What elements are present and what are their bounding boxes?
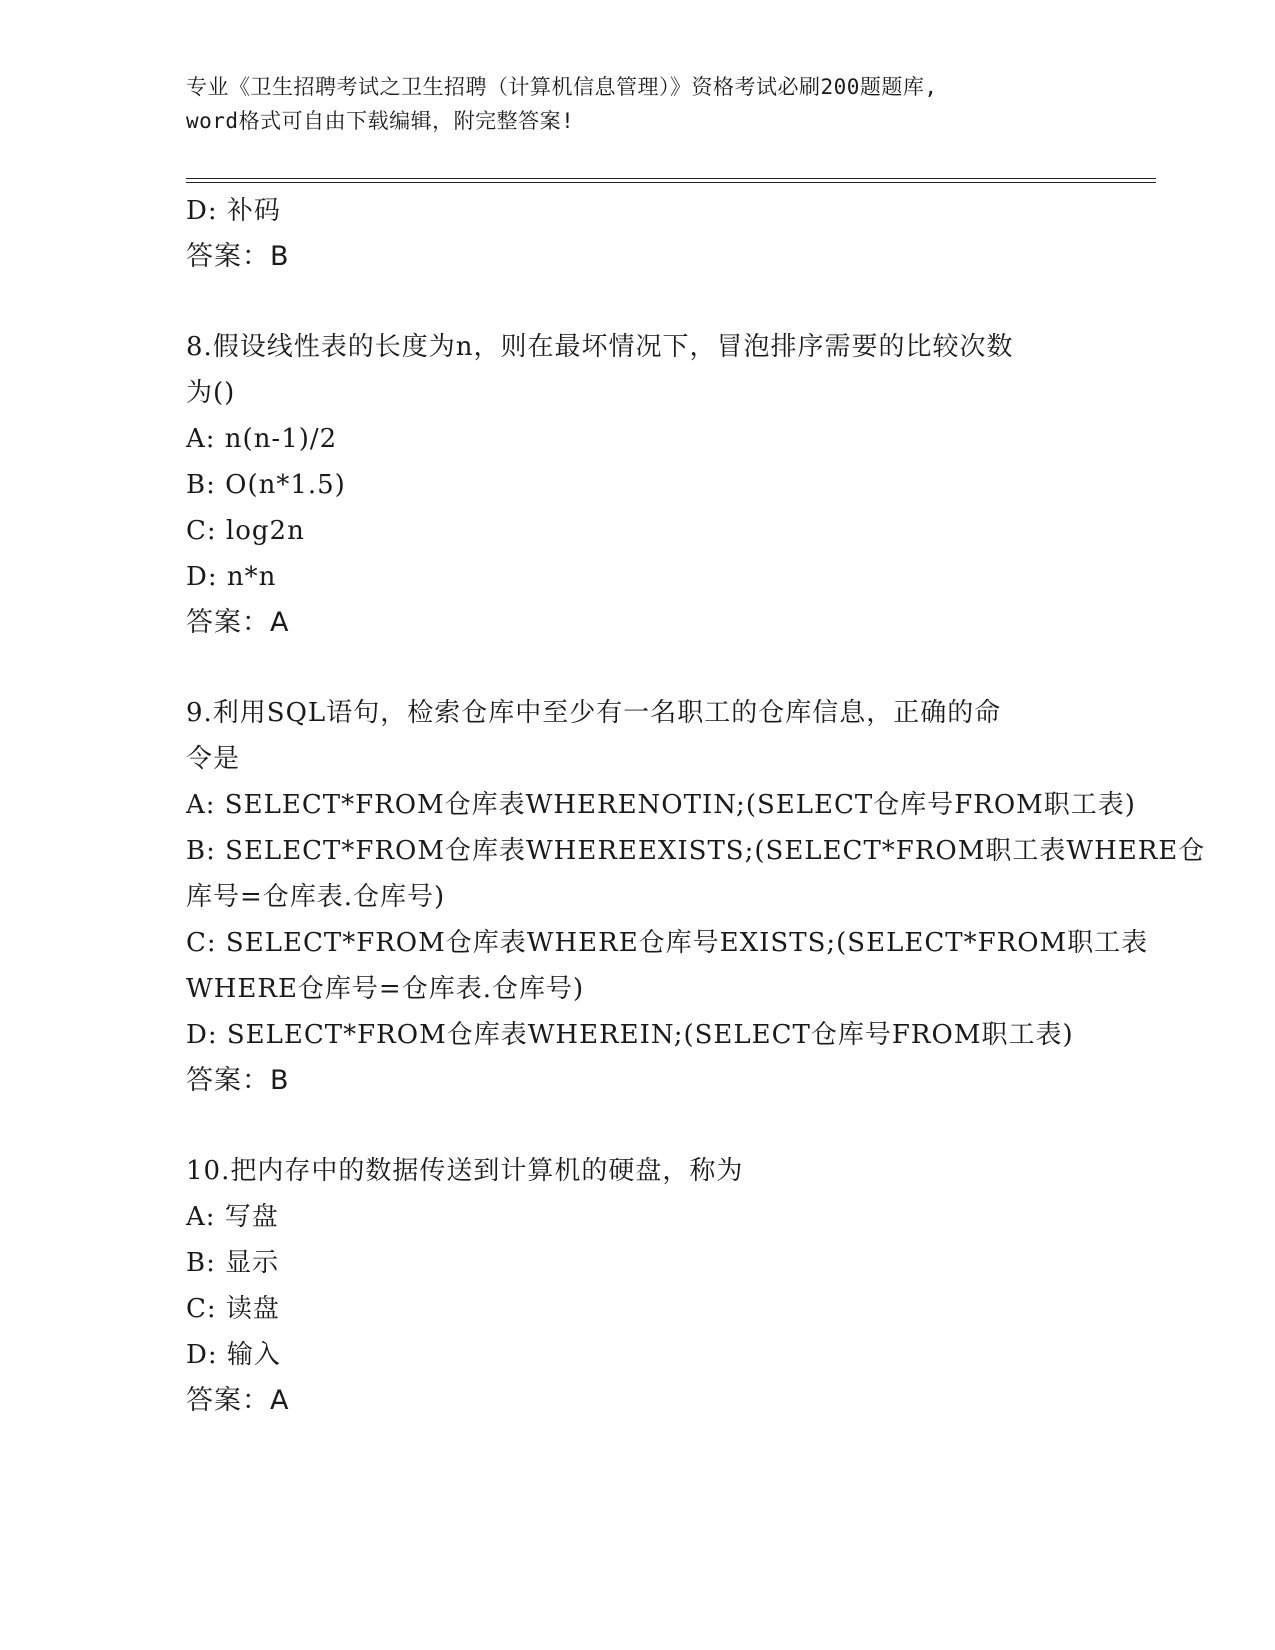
question-stem-continued: 为(): [186, 378, 236, 408]
answer-line: 答案：A: [186, 1385, 290, 1416]
document-body: [186, 188, 1206, 1424]
option-d: D: SELECT*FROM仓库表WHEREIN;(SELECT仓库号FROM职工表): [186, 1020, 1074, 1050]
option-c: C: SELECT*FROM仓库表WHERE仓库号EXISTS;(SELECT*FROM职工表: [186, 928, 1149, 958]
header-divider-double: [186, 182, 1156, 183]
question-stem: 9.利用SQL语句，检索仓库中至少有一名职工的仓库信息，正确的命: [186, 698, 1002, 728]
question-10: [186, 1148, 1086, 1424]
option-b: B: 显示: [186, 1248, 280, 1278]
option-c-continued: WHERE仓库号=仓库表.仓库号): [186, 974, 585, 1004]
page-header: [186, 70, 1086, 138]
question-stem: 10.把内存中的数据传送到计算机的硬盘，称为: [186, 1156, 744, 1186]
answer-line: 答案：B: [186, 241, 290, 272]
header-title-line1: 专业《卫生招聘考试之卫生招聘（计算机信息管理）》资格考试必刷200题题库,: [186, 75, 938, 99]
option-d: D: 补码: [186, 196, 281, 226]
question-8: [186, 324, 1086, 646]
option-b: B: SELECT*FROM仓库表WHEREEXISTS;(SELECT*FROM职工表WHERE仓: [186, 836, 1206, 866]
question-7-tail: [186, 188, 1086, 280]
option-a: A: 写盘: [186, 1202, 279, 1232]
option-c: C: log2n: [186, 516, 305, 546]
answer-line: 答案：A: [186, 607, 290, 638]
option-d: D: n*n: [186, 562, 277, 592]
option-d: D: 输入: [186, 1340, 281, 1370]
option-a: A: SELECT*FROM仓库表WHERENOTIN;(SELECT仓库号FROM职工表): [186, 790, 1136, 820]
header-title-line2: word格式可自由下载编辑，附完整答案!: [186, 109, 575, 133]
question-9: [186, 690, 1206, 1104]
question-stem-continued: 令是: [186, 744, 241, 774]
header-divider: [186, 178, 1156, 179]
option-c: C: 读盘: [186, 1294, 280, 1324]
option-b: B: O(n*1.5): [186, 470, 346, 500]
question-stem: 8.假设线性表的长度为n，则在最坏情况下，冒泡排序需要的比较次数: [186, 332, 1014, 362]
option-b-continued: 库号=仓库表.仓库号): [186, 882, 446, 912]
answer-line: 答案：B: [186, 1065, 290, 1096]
option-a: A: n(n-1)/2: [186, 424, 338, 454]
